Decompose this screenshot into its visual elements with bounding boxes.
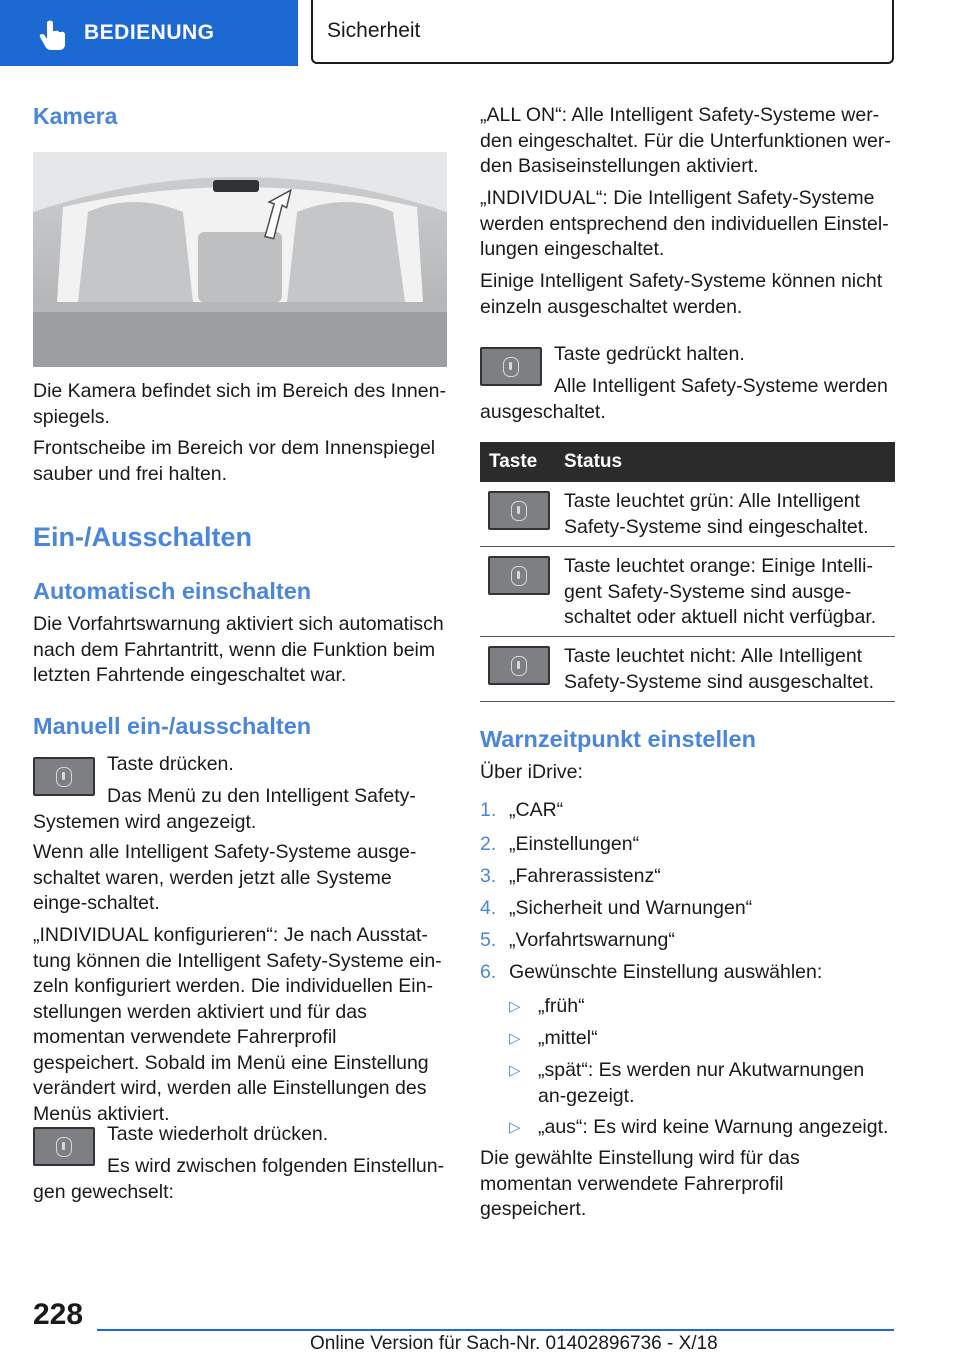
warn-heading: Warnzeitpunkt einstellen (480, 726, 756, 752)
manual-heading: Manuell ein-/ausschalten (33, 713, 312, 739)
footer-online-version: Online Version für Sach-Nr. 01402896736 - X/18 (310, 1333, 718, 1354)
safety-button-icon (511, 566, 527, 586)
kamera-heading: Kamera (33, 103, 118, 129)
auto-heading: Automatisch einschalten (33, 578, 312, 604)
table-row-status: Taste leuchtet nicht: Alle Intelligent Safety-Systeme sind ausgeschaltet. (564, 645, 874, 693)
final-paragraph: Die gewählte Einstellung wird für das momentan verwendete Fahrerprofil gespeichert. (480, 1147, 800, 1220)
list-number: 2. (480, 833, 497, 855)
safety-button-image (488, 491, 550, 530)
status-table (480, 442, 895, 702)
page-number: 228 (33, 1298, 84, 1331)
list-number: 6. (480, 961, 497, 983)
triangle-bullet-icon: ▷ (509, 998, 521, 1015)
option-text: „mittel“ (538, 1027, 598, 1049)
manual-paragraph-1: Wenn alle Intelligent Safety-Systeme ausge-schaltet waren, werden jetzt alle Systeme einge-schaltet. (33, 841, 417, 914)
list-text: „Fahrerassistenz“ (509, 865, 661, 887)
ein-aus-heading: Ein-/Ausschalten (33, 522, 253, 552)
kamera-paragraph-1: Die Kamera befindet sich im Bereich des Innen-spiegels. (33, 380, 446, 428)
table-header (480, 442, 895, 482)
individual-paragraph: „INDIVIDUAL“: Die Intelligent Safety-Systeme werden entsprechend den individuellen Einstel-lungen eingeschaltet. (480, 187, 889, 260)
triangle-bullet-icon: ▷ (509, 1119, 521, 1136)
einige-paragraph: Einige Intelligent Safety-Systeme können nicht einzeln ausgeschaltet werden. (480, 270, 883, 318)
kamera-paragraph-2: Frontscheibe im Bereich vor dem Innenspiegel sauber und frei halten. (33, 437, 436, 485)
safety-button-icon (511, 656, 527, 676)
all-on-paragraph: „ALL ON“: Alle Intelligent Safety-Systeme wer-den eingeschaltet. Für die Unterfunktionen wer-den Basiseinstellungen aktiviert. (480, 104, 891, 177)
table-header-status: Status (564, 451, 623, 472)
safety-button-image (488, 646, 550, 685)
hand-pointer-icon (34, 14, 72, 52)
triangle-bullet-icon: ▷ (509, 1030, 521, 1047)
list-text: „Sicherheit und Warnungen“ (509, 897, 753, 919)
list-number: 4. (480, 897, 497, 919)
repeat-line-1: Taste wiederholt drücken. (107, 1123, 329, 1145)
hold-line-1: Taste gedrückt halten. (554, 343, 745, 365)
option-text: „aus“: Es wird keine Warnung angezeigt. (538, 1116, 889, 1138)
option-text: „spät“: Es werden nur Akutwarnungen an-gezeigt. (538, 1059, 865, 1107)
manual-button-line-1: Taste drücken. (107, 753, 234, 775)
table-row (480, 547, 895, 637)
list-text: „Vorfahrtswarnung“ (509, 929, 675, 951)
safety-button-icon (511, 501, 527, 521)
header-tab (0, 0, 298, 66)
list-text: „CAR“ (509, 799, 564, 821)
table-row (480, 482, 895, 547)
manual-paragraph-2: „INDIVIDUAL konfigurieren“: Je nach Ausstat-tung können die Intelligent Safety-Systeme ein-zeln konfiguriert werden. Die individuellen Ein-stellungen werden aktiviert und für das momentan verwendete Fahrerprofil gespeichert. Sobald im Menü eine Einstellung verändert wird, werden alle Einstellungen des Menüs aktiviert. (33, 924, 442, 1125)
table-row-status: Taste leuchtet grün: Alle Intelligent Safety-Systeme sind eingeschaltet. (564, 490, 869, 538)
triangle-bullet-icon: ▷ (509, 1062, 521, 1079)
list-number: 5. (480, 929, 497, 951)
camera-photo (33, 152, 447, 367)
table-header-taste: Taste (489, 451, 538, 472)
list-number: 1. (480, 799, 497, 821)
table-row (480, 637, 895, 702)
hold-line-2: Alle Intelligent Safety-Systeme werden ausgeschaltet. (480, 375, 888, 423)
ueber-idrive: Über iDrive: (480, 761, 583, 783)
footer-divider (97, 1329, 894, 1331)
list-number: 3. (480, 865, 497, 887)
header-tab-label: BEDIENUNG (84, 21, 215, 44)
list-text: „Einstellungen“ (509, 833, 640, 855)
list-text: Gewünschte Einstellung auswählen: (509, 961, 823, 983)
auto-paragraph: Die Vorfahrtswarnung aktiviert sich automatisch nach dem Fahrtantritt, wenn die Funktion beim letzten Fahrtende eingeschaltet war. (33, 613, 444, 686)
safety-button-image (488, 556, 550, 595)
option-text: „früh“ (538, 995, 585, 1017)
header-section (311, 0, 894, 64)
section-title: Sicherheit (327, 19, 421, 42)
manual-button-line-2: Das Menü zu den Intelligent Safety-Systemen wird angezeigt. (33, 785, 416, 833)
repeat-line-2: Es wird zwischen folgenden Einstellun-gen gewechselt: (33, 1155, 445, 1203)
table-row-status: Taste leuchtet orange: Einige Intelli-gent Safety-Systeme sind ausge-schaltet oder aktuell nicht verfügbar. (564, 555, 877, 628)
